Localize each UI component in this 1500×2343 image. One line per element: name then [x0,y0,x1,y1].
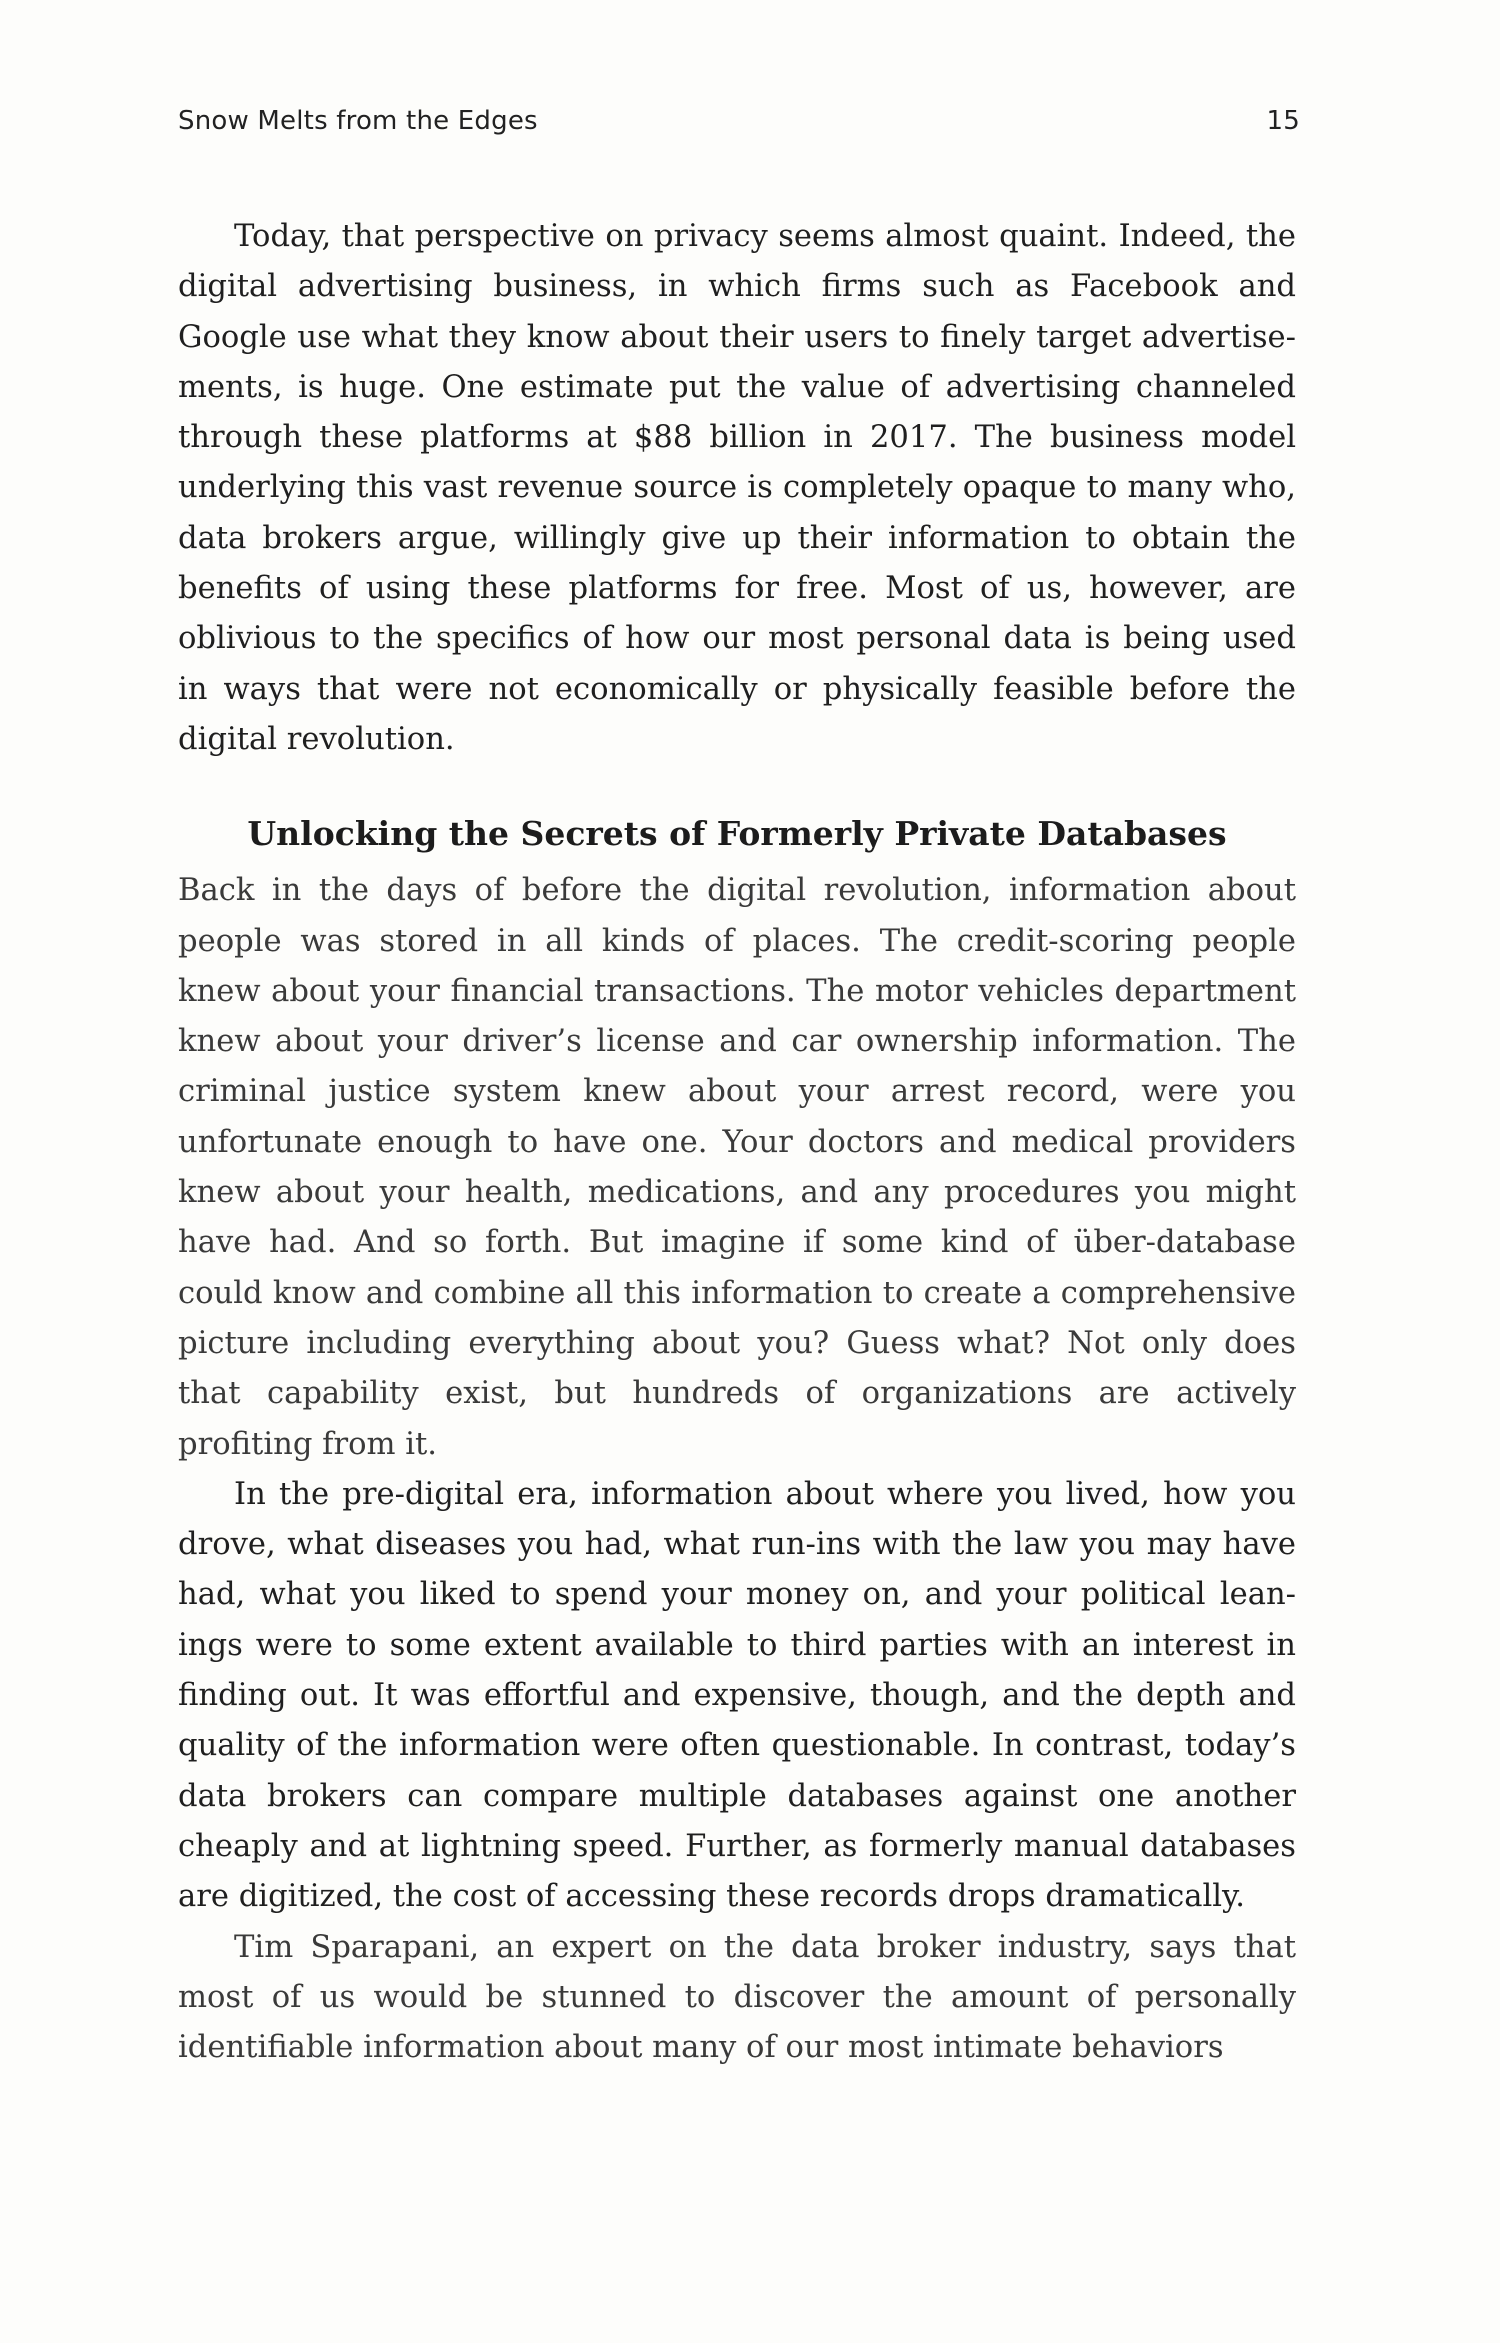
paragraph-pre-digital-era: In the pre-digital era, information about where you lived, how you drove, what diseases you had, what run-ins with the law you may have had, what you liked to spend your money on, and your political leanings were to some extent available to third parties with an interest in finding out. It was effortful and expensive, though, and the depth and quality of the information were often questionable. In contrast, today’s data brokers can compare multiple databases against one another cheaply and at lightning speed. Further, as formerly manual databases are digitized, the cost of accessing these records drops dramatically. [178,1476,1296,1915]
running-head [178,106,1300,146]
paragraph-before-digital: Back in the days of before the digital revolution, information about people was stored in all kinds of places. The credit-scoring people knew about your financial transactions. The motor vehicles department knew about your driver’s license and car ownership information. The criminal justice system knew about your arrest record, were you unfortunate enough to have one. Your doctors and medical providers knew about your health, medications, and any procedures you might have had. And so forth. But imagine if some kind of über-database could know and combine all this information to create a comprehensive picture including everything about you? Guess what? Not only does that capability exist, but hundreds of organizations are actively profiting from it. [178,873,1296,1462]
page-body [178,212,1296,2073]
running-title: Snow Melts from the Edges [178,106,538,136]
section-heading: Unlocking the Secrets of Formerly Private Databases [247,814,1227,854]
paragraph-tim-sparapani: Tim Sparapani, an expert on the data broker industry, says that most of us would be stunned to discover the amount of personally identifiable information about many of our most intimate behaviors [178,1929,1296,2066]
page-number: 15 [1266,106,1300,136]
paragraph-privacy-quaint: Today, that perspective on privacy seems almost quaint. Indeed, the digital advertising business, in which firms such as Facebook and Google use what they know about their users to finely target advertisements, is huge. One estimate put the value of advertising channeled through these platforms at $88 billion in 2017. The business model underlying this vast revenue source is completely opaque to many who, data brokers argue, willingly give up their information to obtain the benefits of using these platforms for free. Most of us, however, are oblivious to the specifics of how our most personal data is being used in ways that were not economically or physically feasible before the digital revolution. [178,219,1296,757]
